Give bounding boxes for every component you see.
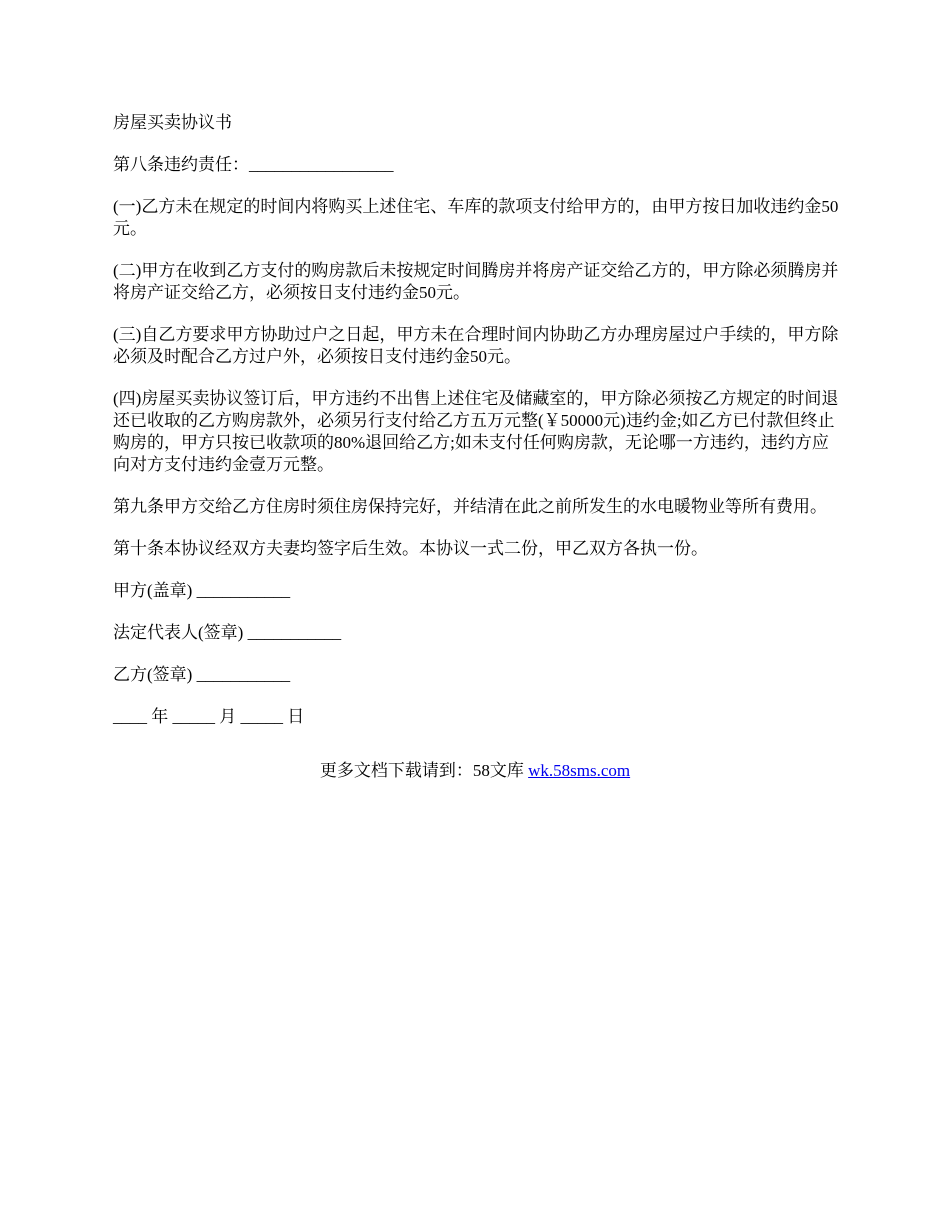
article-10: 第十条本协议经双方夫妻均签字后生效。本协议一式二份，甲乙双方各执一份。 — [113, 539, 708, 558]
document-title: 房屋买卖协议书 — [113, 113, 232, 132]
footer-text: 更多文档下载请到：58文库 — [319, 761, 529, 780]
clause-4: (四)房屋买卖协议签订后，甲方违约不出售上述住宅及储藏室的，甲方除必须按乙方规定的时间退还已收取的乙方购房款外，必须另行支付给乙方五万元整(￥50000元)违约金;如乙方已付款但终止购房的，甲方只按已收款项的80%退回给乙方;如未支付任何购房款，无论哪一方违约，违约方应向对方支付违约金壹万元整。 — [113, 389, 839, 474]
clause-3: (三)自乙方要求甲方协助过户之日起，甲方未在合理时间内协助乙方办理房屋过户手续的，甲方除必须及时配合乙方过户外，必须按日支付违约金50元。 — [113, 325, 839, 366]
article-9: 第九条甲方交给乙方住房时须住房保持完好，并结清在此之前所发生的水电暖物业等所有费用。 — [113, 497, 827, 516]
date-line: ____ 年 _____ 月 _____ 日 — [113, 707, 305, 726]
footer-link[interactable]: wk.58sms.com — [528, 761, 631, 780]
document-body — [113, 112, 843, 748]
party-a-signature-line: 甲方(盖章) ___________ — [113, 581, 291, 600]
article-8-heading: 第八条违约责任：_________________ — [113, 155, 394, 174]
footer — [0, 760, 950, 782]
legal-representative-signature-line: 法定代表人(签章) ___________ — [113, 623, 342, 642]
clause-2: (二)甲方在收到乙方支付的购房款后未按规定时间腾房并将房产证交给乙方的，甲方除必须腾房并将房产证交给乙方，必须按日支付违约金50元。 — [113, 261, 839, 302]
party-b-signature-line: 乙方(签章) ___________ — [113, 665, 291, 684]
clause-1: (一)乙方未在规定的时间内将购买上述住宅、车库的款项支付给甲方的，由甲方按日加收违约金50元。 — [113, 197, 839, 238]
